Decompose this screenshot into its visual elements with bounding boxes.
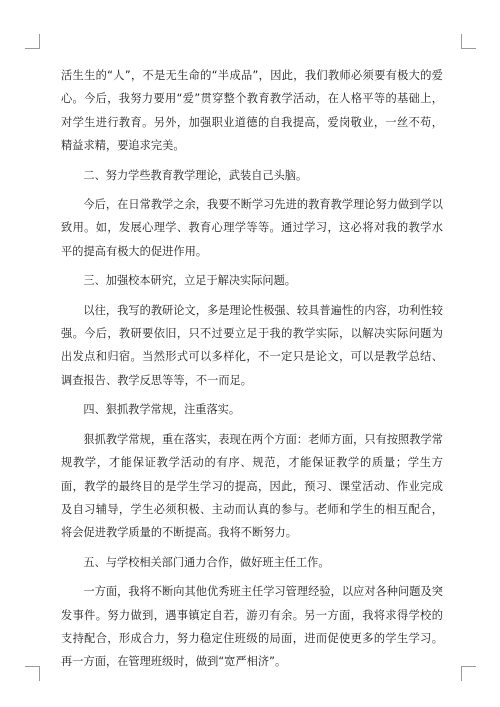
paragraph-school-research: 以往，我写的教研论文，多是理论性极强、较具普遍性的内容，功利性较强。今后，教研要依旧，只不过要立足于我的教学实际，以解决实际问题为出发点和归宿。当然形式可以多样化，不一定只是论文，可以是教学总结、调查报告、教学反思等等，不一而足。 — [61, 303, 443, 387]
document-body — [61, 64, 443, 674]
paragraph-education-theory: 今后，在日常教学之余，我要不断学习先进的教育教学理论努力做到学以致用。如，发展心理学、教育心理学等等。通过学习，这必将对我的教学水平的提高有极大的促进作用。 — [61, 198, 443, 258]
paragraph-love-and-ethics: 活生生的“人”，不是无生命的“半成品”，因此，我们教师必须要有极大的爱心。今后，我努力要用“爱”贯穿整个教育教学活动，在人格平等的基础上，对学生进行教育。另外，加强职业道德的自我提高，爱岗敬业，一丝不苟，精益求精，要追求完美。 — [61, 69, 443, 153]
crop-mark-top-left — [25, 34, 40, 49]
heading-school-research: 三、加强校本研究，立足于解决实际问题。 — [83, 274, 296, 288]
crop-mark-bottom-left — [25, 666, 40, 681]
heading-education-theory: 二、努力学些教育教学理论，武装自己头脑。 — [83, 168, 308, 182]
paragraph-class-teacher-work: 一方面，我将不断向其他优秀班主任学习管理经验，以应对各种问题及突发事件。努力做到，遇事镇定自若，游刃有余。另一方面，我将求得学校的支持配合，形成合力，努力稳定住班级的局面，进而促使更多的学生学习。再一方面，在管理班级时，做到“宽严相济”。 — [61, 585, 443, 669]
crop-mark-top-right — [461, 34, 476, 49]
heading-class-teacher-work: 五、与学校相关部门通力合作，做好班主任工作。 — [83, 555, 330, 569]
heading-teaching-routine: 四、狠抓教学常规，注重落实。 — [83, 403, 241, 417]
crop-mark-bottom-right — [461, 666, 476, 681]
paragraph-teaching-routine: 狠抓教学常规，重在落实，表现在两个方面：老师方面，只有按照教学常规教学，才能保证教学活动的有序、规范，才能保证教学的质量；学生方面，教学的最终目的是学生学习的提高，因此，预习、课堂活动、作业完成及自习辅导，学生必须积极、主动而认真的参与。老师和学生的相互配合，将会促进教学质量的不断提高。我将不断努力。 — [61, 432, 443, 540]
